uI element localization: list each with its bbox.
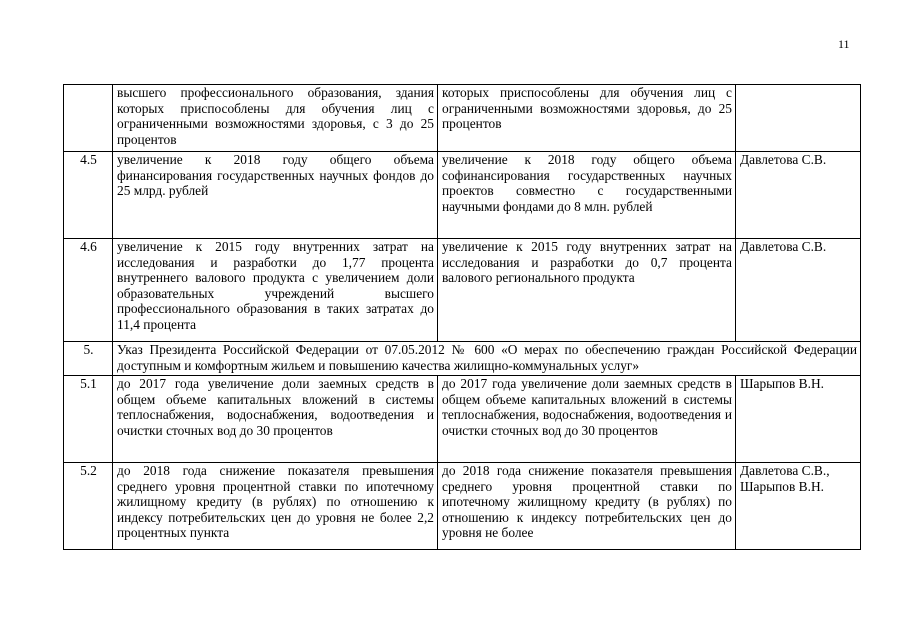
decree-number: 5. [64, 342, 113, 376]
row-number: 4.5 [64, 152, 113, 239]
row-number: 4.6 [64, 239, 113, 342]
table-row [64, 376, 861, 463]
responsible-cell: Давлетова С.В., Шарыпов В.Н. [736, 463, 861, 550]
table-row [64, 152, 861, 239]
row-number: 5.2 [64, 463, 113, 550]
regional-indicator-cell: которых приспособлены для обучения лиц с ограниченными возможностями здоровья, до 25 процентов [438, 85, 736, 152]
measures-table [63, 84, 861, 550]
table-row [64, 463, 861, 550]
regional-indicator-cell: до 2017 года увеличение доли заемных средств в общем объеме капитальных вложений в системы теплоснабжения, водоснабжения, водоотведения и очистки сточных вод до 30 процентов [438, 376, 736, 463]
regional-indicator-cell: до 2018 года снижение показателя превышения среднего уровня процентной ставки по ипотечному жилищному кредиту (в рублях) по отношению к индексу потребительских цен до уровня не более [438, 463, 736, 550]
regional-indicator-cell: увеличение к 2015 году внутренних затрат на исследования и разработки до 0,7 процента валового регионального продукта [438, 239, 736, 342]
target-indicator-cell: высшего профессионального образования, здания которых приспособлены для обучения лиц с ограниченными возможностями здоровья, с 3 до 25 процентов [113, 85, 438, 152]
responsible-cell [736, 85, 861, 152]
target-indicator-cell: увеличение к 2015 году внутренних затрат на исследования и разработки до 1,77 процента внутреннего валового продукта с увеличением доли образовательных учреждений высшего профессионального образования в таких затратах до 11,4 процента [113, 239, 438, 342]
table-row [64, 239, 861, 342]
responsible-cell: Давлетова С.В. [736, 152, 861, 239]
responsible-cell: Давлетова С.В. [736, 239, 861, 342]
responsible-cell: Шарыпов В.Н. [736, 376, 861, 463]
target-indicator-cell: до 2018 года снижение показателя превышения среднего уровня процентной ставки по ипотечному жилищному кредиту (в рублях) по отношению к индексу потребительских цен до уровня не более 2,2 процентных пункта [113, 463, 438, 550]
target-indicator-cell: до 2017 года увеличение доли заемных средств в общем объеме капитальных вложений в системы теплоснабжения, водоснабжения, водоотведения и очистки сточных вод до 30 процентов [113, 376, 438, 463]
target-indicator-cell: увеличение к 2018 году общего объема финансирования государственных научных фондов до 25 млрд. рублей [113, 152, 438, 239]
decree-title: Указ Президента Российской Федерации от 07.05.2012 № 600 «О мерах по обеспечению граждан Российской Федерации доступным и комфортным жильем и повышению качества жилищно-коммунальных услуг» [113, 342, 861, 376]
page-number: 11 [838, 37, 850, 51]
regional-indicator-cell: увеличение к 2018 году общего объема софинансирования государственных научных проектов совместно с государственными научными фондами до 8 млн. рублей [438, 152, 736, 239]
row-number [64, 85, 113, 152]
decree-row [64, 342, 861, 376]
table-row [64, 85, 861, 152]
row-number: 5.1 [64, 376, 113, 463]
